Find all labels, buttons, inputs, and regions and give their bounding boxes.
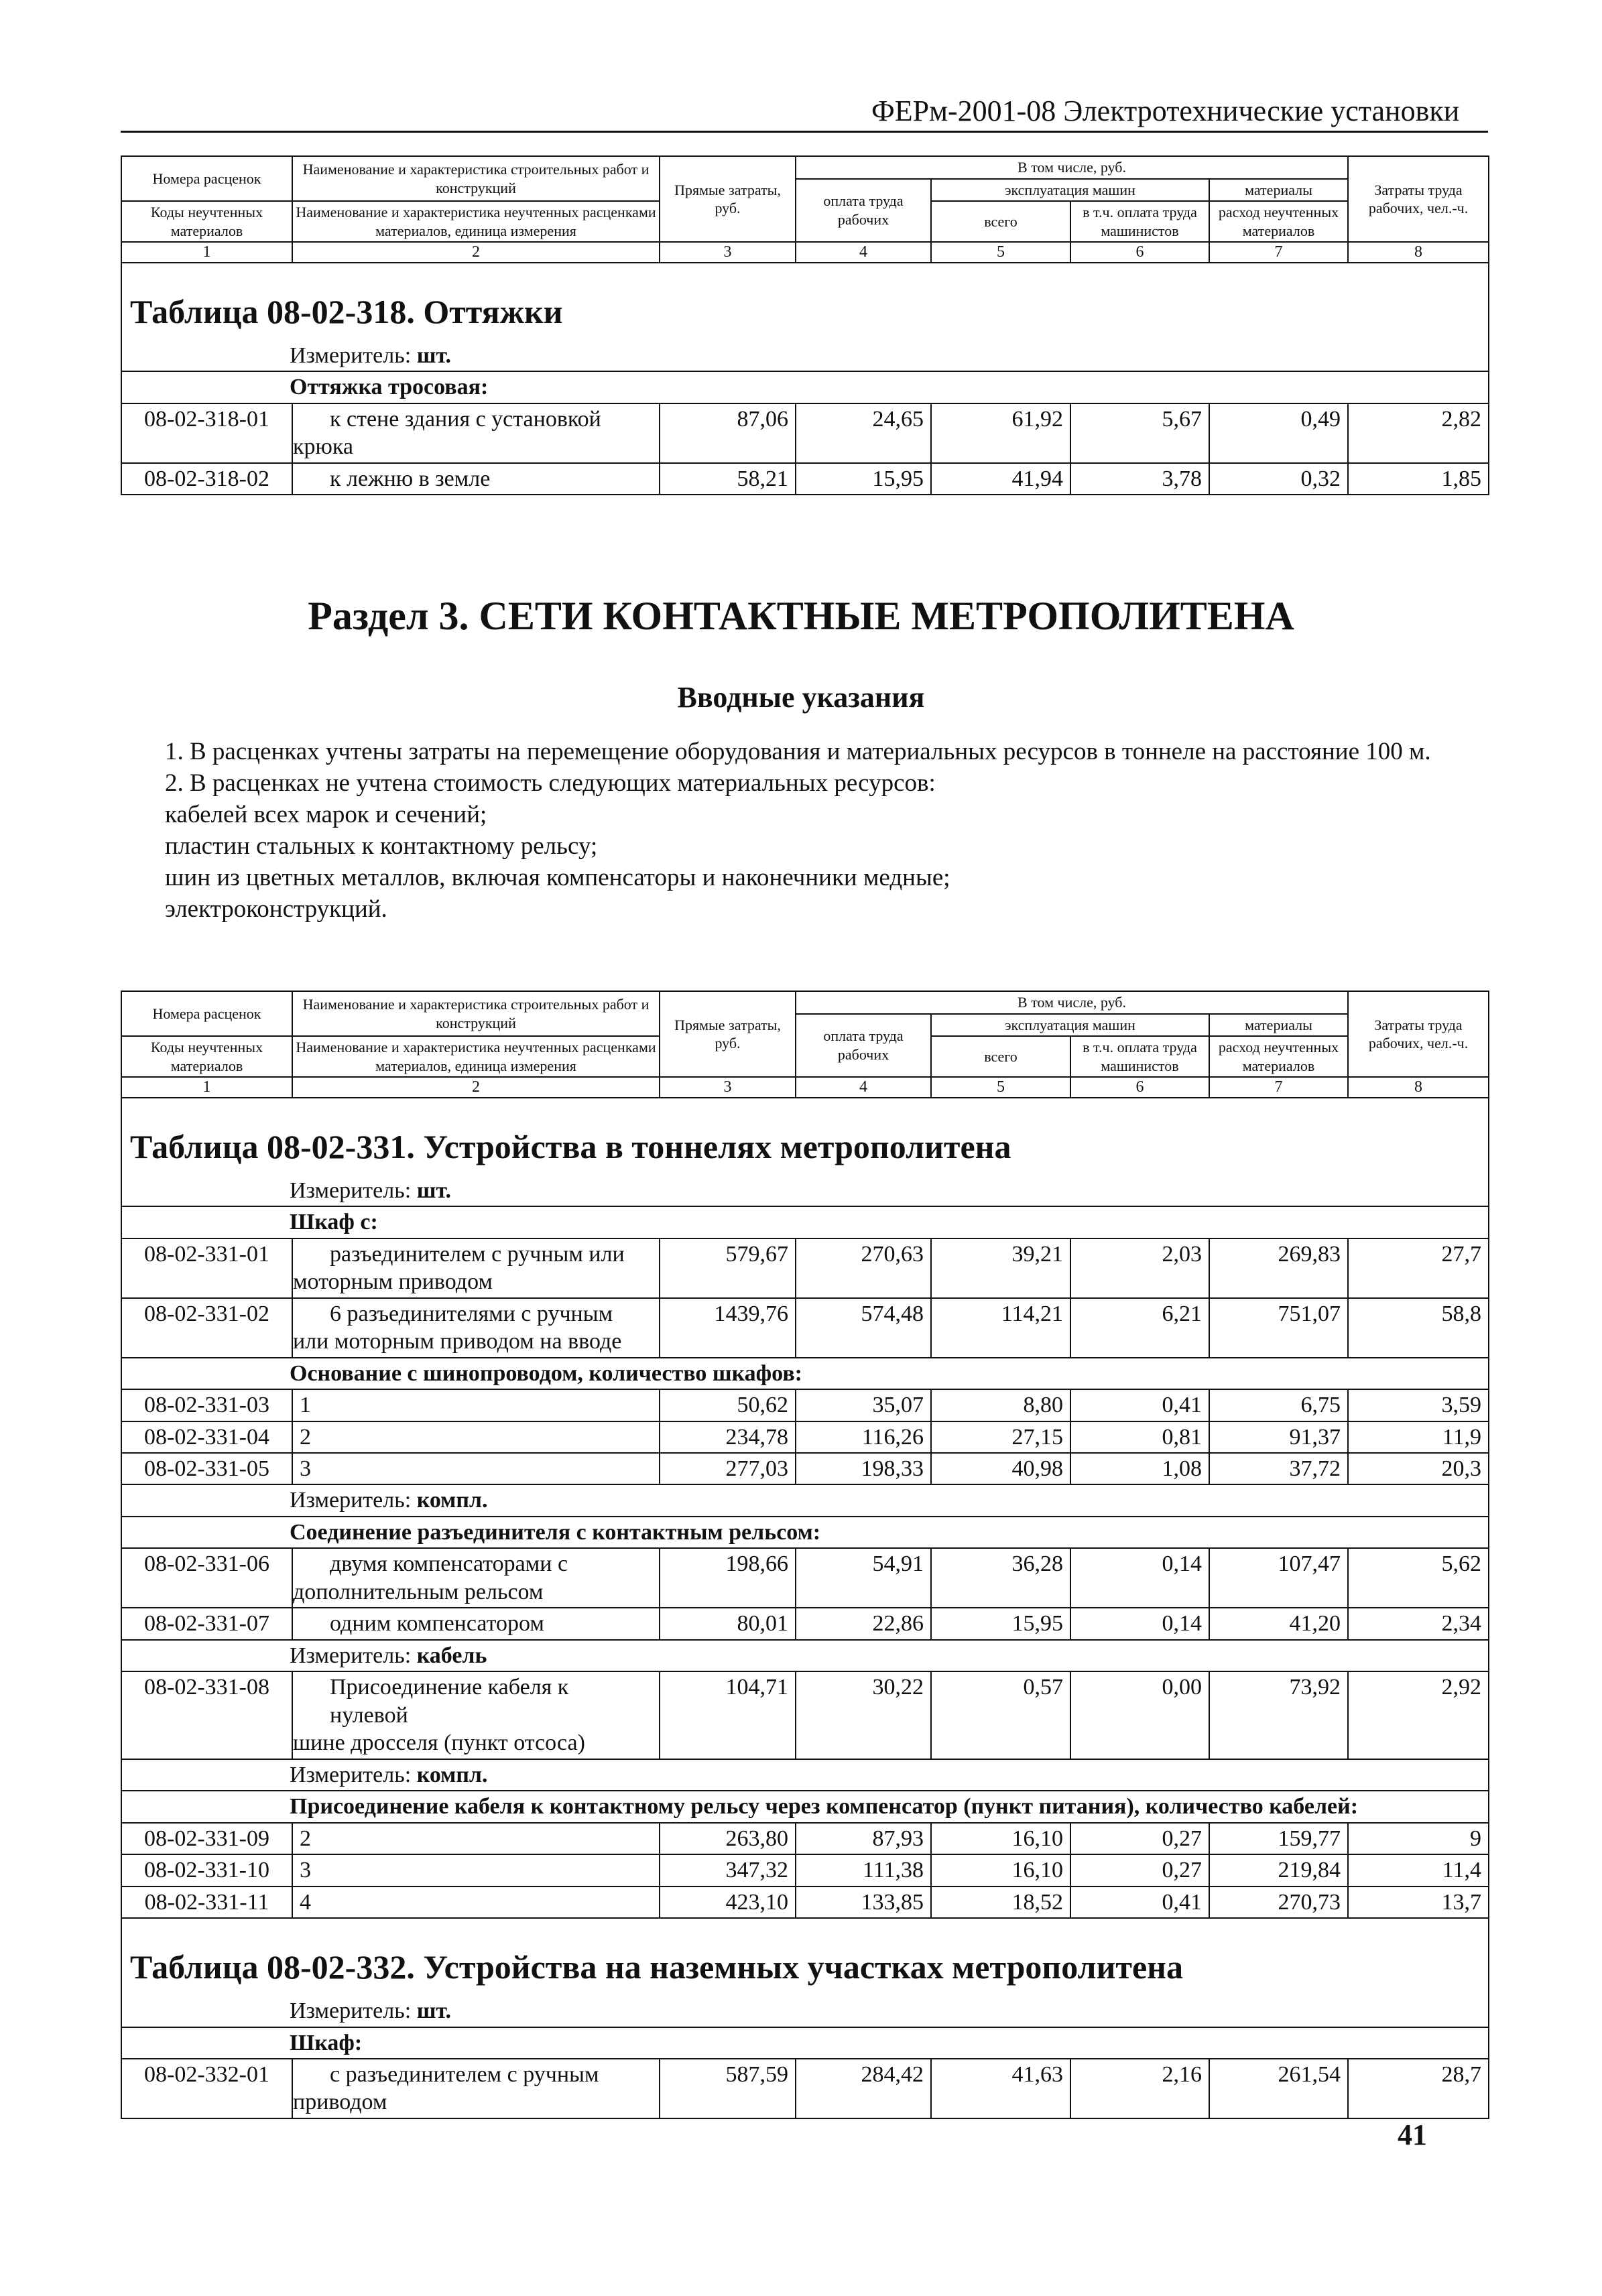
header-materialy: материалы <box>1209 1014 1348 1037</box>
value-pryamye: 104,71 <box>660 1671 796 1759</box>
table-title: Таблица 08-02-331. Устройства в тоннелях метрополитена <box>121 1098 1489 1175</box>
value-mashiny-vsego: 16,10 <box>931 1823 1070 1854</box>
section-title: Раздел 3. СЕТИ КОНТАКТНЫЕ МЕТРОПОЛИТЕНА <box>308 594 1294 638</box>
work-name-line: Присоединение кабеля к нулевой <box>330 1675 569 1728</box>
group-heading: Основание с шинопроводом, количество шкафов: <box>121 1358 1489 1389</box>
running-title: ФЕРм-2001-08 Электротехнические установки <box>871 94 1460 127</box>
table-row <box>121 1298 1489 1358</box>
table-title-row <box>121 1098 1489 1175</box>
work-name <box>292 1238 660 1298</box>
table-row <box>121 1421 1489 1453</box>
intro-heading: Вводные указания <box>677 681 925 714</box>
value-mashiny-vsego: 16,10 <box>931 1854 1070 1886</box>
value-mashinisty: 1,08 <box>1070 1453 1209 1484</box>
work-name-line: к лежню в земле <box>330 466 491 491</box>
rate-code: 08-02-318-01 <box>121 403 292 463</box>
value-mashiny-vsego: 39,21 <box>931 1238 1070 1298</box>
value-materialy: 219,84 <box>1209 1854 1348 1886</box>
header-row <box>121 991 1489 1014</box>
value-mashinisty: 0,14 <box>1070 1548 1209 1608</box>
value-pryamye: 579,67 <box>660 1238 796 1298</box>
value-materialy: 0,32 <box>1209 463 1348 495</box>
column-index: 7 <box>1209 1077 1348 1098</box>
value-zatraty: 5,62 <box>1348 1548 1489 1608</box>
group-row <box>121 1358 1489 1389</box>
rate-code: 08-02-331-05 <box>121 1453 292 1484</box>
value-zatraty: 20,3 <box>1348 1453 1489 1484</box>
header-oplata-rabochih: оплата труда рабочих <box>796 179 931 243</box>
value-materialy: 751,07 <box>1209 1298 1348 1358</box>
work-name <box>292 1453 660 1484</box>
rate-code: 08-02-331-10 <box>121 1854 292 1886</box>
measure-value: компл. <box>416 1762 488 1787</box>
work-name-line: шине дросселя (пункт отсоса) <box>293 1730 585 1756</box>
table-title: Таблица 08-02-332. Устройства на наземных участках метрополитена <box>121 1918 1489 1996</box>
group-heading: Оттяжка тросовая: <box>121 371 1489 403</box>
measure-value: шт. <box>416 1998 452 2024</box>
header-v-tch: в т.ч. оплата труда машинистов <box>1070 1036 1209 1077</box>
value-mashinisty: 2,16 <box>1070 2059 1209 2118</box>
column-index: 2 <box>292 242 660 263</box>
table-title-row <box>121 1918 1489 1996</box>
work-name <box>292 1854 660 1886</box>
header-pryamye: Прямые затраты, руб. <box>660 991 796 1077</box>
group-heading: Соединение разъединителя с контактным рельсом: <box>121 1517 1489 1548</box>
value-mashinisty: 5,67 <box>1070 403 1209 463</box>
value-pryamye: 263,80 <box>660 1823 796 1854</box>
work-name <box>292 1823 660 1854</box>
value-materialy: 0,49 <box>1209 403 1348 463</box>
work-name <box>292 403 660 463</box>
measure-row <box>121 340 1489 371</box>
value-oplata: 270,63 <box>796 1238 931 1298</box>
group-row <box>121 1517 1489 1548</box>
group-heading: Шкаф: <box>121 2027 1489 2059</box>
work-name-line: 2 <box>300 1826 311 1851</box>
value-zatraty: 28,7 <box>1348 2059 1489 2118</box>
header-rule <box>121 131 1488 133</box>
column-index: 3 <box>660 242 796 263</box>
work-name-line: разъединителем с ручным или <box>330 1241 625 1267</box>
value-pryamye: 50,62 <box>660 1389 796 1421</box>
column-index: 4 <box>796 1077 931 1098</box>
value-oplata: 15,95 <box>796 463 931 495</box>
intro-list-item: шин из цветных металлов, включая компенсаторы и наконечники медные; <box>165 864 950 891</box>
work-name-line: 3 <box>300 1456 311 1482</box>
value-zatraty: 58,8 <box>1348 1298 1489 1358</box>
work-name-line: моторным приводом <box>293 1269 493 1295</box>
work-name-line: дополнительным рельсом <box>293 1579 544 1604</box>
value-materialy: 107,47 <box>1209 1548 1348 1608</box>
header-vsego: всего <box>931 1036 1070 1077</box>
value-materialy: 37,72 <box>1209 1453 1348 1484</box>
group-heading: Шкаф с: <box>121 1206 1489 1238</box>
value-oplata: 22,86 <box>796 1608 931 1639</box>
work-name <box>292 1421 660 1453</box>
measure-row <box>121 1759 1489 1791</box>
value-oplata: 87,93 <box>796 1823 931 1854</box>
work-name-line: 3 <box>300 1858 311 1883</box>
measure-value: шт. <box>416 1177 452 1203</box>
header-kody: Коды неучтенных материалов <box>121 201 292 242</box>
rate-code: 08-02-331-11 <box>121 1887 292 1918</box>
table-row <box>121 1453 1489 1484</box>
value-oplata: 24,65 <box>796 403 931 463</box>
value-zatraty: 2,34 <box>1348 1608 1489 1639</box>
table-row <box>121 1548 1489 1608</box>
value-mashinisty: 2,03 <box>1070 1238 1209 1298</box>
work-name-line: 4 <box>300 1889 311 1915</box>
value-mashinisty: 0,41 <box>1070 1887 1209 1918</box>
rate-code: 08-02-331-03 <box>121 1389 292 1421</box>
measure-label: Измеритель: <box>290 1488 417 1513</box>
value-pryamye: 58,21 <box>660 463 796 495</box>
measure-label: Измеритель: <box>290 342 417 368</box>
measure-label: Измеритель: <box>290 1762 417 1787</box>
value-mashiny-vsego: 61,92 <box>931 403 1070 463</box>
value-zatraty: 3,59 <box>1348 1389 1489 1421</box>
value-zatraty: 27,7 <box>1348 1238 1489 1298</box>
work-name-line: 2 <box>300 1424 311 1450</box>
measure-unit <box>121 1759 1489 1791</box>
measure-row <box>121 1996 1489 2027</box>
header-ekspluataciya: эксплуатация машин <box>931 1014 1209 1037</box>
work-name <box>292 463 660 495</box>
value-oplata: 574,48 <box>796 1298 931 1358</box>
column-index: 1 <box>121 242 292 263</box>
rates-table-318 <box>121 155 1489 495</box>
header-zatraty: Затраты труда рабочих, чел.-ч. <box>1348 156 1489 242</box>
value-mashiny-vsego: 15,95 <box>931 1608 1070 1639</box>
column-index: 4 <box>796 242 931 263</box>
value-zatraty: 2,92 <box>1348 1671 1489 1759</box>
header-rashod: расход неучтенных материалов <box>1209 1036 1348 1077</box>
value-oplata: 30,22 <box>796 1671 931 1759</box>
header-ekspluataciya: эксплуатация машин <box>931 179 1209 202</box>
header-nomera: Номера расценок <box>121 991 292 1036</box>
value-mashinisty: 3,78 <box>1070 463 1209 495</box>
value-mashiny-vsego: 8,80 <box>931 1389 1070 1421</box>
group-row <box>121 2027 1489 2059</box>
rate-code: 08-02-332-01 <box>121 2059 292 2118</box>
value-mashiny-vsego: 41,94 <box>931 463 1070 495</box>
work-name-line: или моторным приводом на вводе <box>293 1329 622 1354</box>
value-oplata: 198,33 <box>796 1453 931 1484</box>
header-v-tom-chisle: В том числе, руб. <box>796 156 1348 179</box>
table-row <box>121 403 1489 463</box>
value-materialy: 269,83 <box>1209 1238 1348 1298</box>
rate-code: 08-02-331-09 <box>121 1823 292 1854</box>
table1-body <box>121 156 1489 495</box>
rate-code: 08-02-331-06 <box>121 1548 292 1608</box>
table2-body <box>121 991 1489 2118</box>
value-mashinisty: 0,27 <box>1070 1823 1209 1854</box>
group-row <box>121 371 1489 403</box>
value-pryamye: 277,03 <box>660 1453 796 1484</box>
page-number: 41 <box>1398 2118 1427 2151</box>
intro-list-item: электроконструкций. <box>165 895 387 923</box>
measure-unit <box>121 1996 1489 2027</box>
measure-value: кабель <box>416 1643 487 1668</box>
table-row <box>121 1887 1489 1918</box>
value-materialy: 91,37 <box>1209 1421 1348 1453</box>
work-name <box>292 1887 660 1918</box>
value-mashiny-vsego: 36,28 <box>931 1548 1070 1608</box>
table-row <box>121 1823 1489 1854</box>
header-vsego: всего <box>931 201 1070 242</box>
intro-paragraph-2: 2. В расценках не учтена стоимость следующих материальных ресурсов: <box>165 769 936 797</box>
value-materialy: 6,75 <box>1209 1389 1348 1421</box>
value-materialy: 270,73 <box>1209 1887 1348 1918</box>
table-row <box>121 1389 1489 1421</box>
value-pryamye: 347,32 <box>660 1854 796 1886</box>
value-oplata: 133,85 <box>796 1887 931 1918</box>
work-name <box>292 1389 660 1421</box>
header-naim-neuchtennyh: Наименование и характеристика неучтенных расценками материалов, единица измерения <box>292 201 660 242</box>
value-mashinisty: 0,81 <box>1070 1421 1209 1453</box>
column-index: 5 <box>931 1077 1070 1098</box>
value-materialy: 261,54 <box>1209 2059 1348 2118</box>
value-mashiny-vsego: 18,52 <box>931 1887 1070 1918</box>
value-mashiny-vsego: 41,63 <box>931 2059 1070 2118</box>
value-zatraty: 11,4 <box>1348 1854 1489 1886</box>
column-index: 8 <box>1348 1077 1489 1098</box>
column-index: 6 <box>1070 1077 1209 1098</box>
value-pryamye: 87,06 <box>660 403 796 463</box>
work-name-line: к стене здания с установкой <box>330 406 601 432</box>
rate-code: 08-02-318-02 <box>121 463 292 495</box>
value-mashinisty: 0,00 <box>1070 1671 1209 1759</box>
column-index-row <box>121 242 1489 263</box>
header-zatraty: Затраты труда рабочих, чел.-ч. <box>1348 991 1489 1077</box>
work-name <box>292 2059 660 2118</box>
group-row <box>121 1791 1489 1822</box>
value-mashiny-vsego: 40,98 <box>931 1453 1070 1484</box>
header-nomera: Номера расценок <box>121 156 292 201</box>
header-kody: Коды неучтенных материалов <box>121 1036 292 1077</box>
measure-unit <box>121 340 1489 371</box>
header-naimenovanie: Наименование и характеристика строительных работ и конструкций <box>292 156 660 201</box>
work-name-line: с разъединителем с ручным <box>330 2061 599 2087</box>
intro-list-item: пластин стальных к контактному рельсу; <box>165 832 598 860</box>
value-pryamye: 234,78 <box>660 1421 796 1453</box>
value-mashinisty: 0,14 <box>1070 1608 1209 1639</box>
measure-value: шт. <box>416 342 452 368</box>
rates-table-331-332 <box>121 991 1489 2119</box>
rate-code: 08-02-331-01 <box>121 1238 292 1298</box>
value-oplata: 284,42 <box>796 2059 931 2118</box>
table-title-row <box>121 263 1489 340</box>
rate-code: 08-02-331-07 <box>121 1608 292 1639</box>
column-index: 6 <box>1070 242 1209 263</box>
table-row <box>121 1608 1489 1639</box>
column-index: 2 <box>292 1077 660 1098</box>
work-name-line: 6 разъединителями с ручным <box>330 1301 613 1326</box>
column-index-row <box>121 1077 1489 1098</box>
work-name <box>292 1298 660 1358</box>
column-index: 5 <box>931 242 1070 263</box>
value-mashiny-vsego: 27,15 <box>931 1421 1070 1453</box>
group-row <box>121 1206 1489 1238</box>
table-row <box>121 2059 1489 2118</box>
rate-code: 08-02-331-08 <box>121 1671 292 1759</box>
group-heading: Присоединение кабеля к контактному рельсу через компенсатор (пункт питания), количество кабелей: <box>121 1791 1489 1822</box>
measure-unit <box>121 1175 1489 1206</box>
value-pryamye: 198,66 <box>660 1548 796 1608</box>
table-row <box>121 1671 1489 1759</box>
intro-text <box>121 736 1448 925</box>
value-zatraty: 9 <box>1348 1823 1489 1854</box>
work-name-line: приводом <box>293 2090 387 2115</box>
value-zatraty: 1,85 <box>1348 463 1489 495</box>
header-v-tom-chisle: В том числе, руб. <box>796 991 1348 1014</box>
table-row <box>121 463 1489 495</box>
value-pryamye: 587,59 <box>660 2059 796 2118</box>
work-name <box>292 1548 660 1608</box>
measure-row <box>121 1484 1489 1516</box>
measure-label: Измеритель: <box>290 1177 417 1203</box>
value-mashinisty: 6,21 <box>1070 1298 1209 1358</box>
value-oplata: 35,07 <box>796 1389 931 1421</box>
measure-unit <box>121 1640 1489 1671</box>
value-zatraty: 11,9 <box>1348 1421 1489 1453</box>
value-materialy: 41,20 <box>1209 1608 1348 1639</box>
header-oplata-rabochih: оплата труда рабочих <box>796 1014 931 1078</box>
intro-list-item: кабелей всех марок и сечений; <box>165 801 487 828</box>
column-index: 1 <box>121 1077 292 1098</box>
work-name-line: одним компенсатором <box>330 1611 544 1637</box>
intro-paragraph-1: 1. В расценках учтены затраты на перемещение оборудования и материальных ресурсов в тоннеле на расстояние 100 м. <box>165 738 1431 765</box>
value-pryamye: 1439,76 <box>660 1298 796 1358</box>
work-name <box>292 1671 660 1759</box>
rate-code: 08-02-331-04 <box>121 1421 292 1453</box>
value-mashiny-vsego: 0,57 <box>931 1671 1070 1759</box>
measure-label: Измеритель: <box>290 1998 417 2024</box>
header-materialy: материалы <box>1209 179 1348 202</box>
work-name-line: крюка <box>293 434 354 460</box>
header-pryamye: Прямые затраты, руб. <box>660 156 796 242</box>
measure-unit <box>121 1484 1489 1516</box>
measure-value: компл. <box>416 1488 488 1513</box>
header-v-tch: в т.ч. оплата труда машинистов <box>1070 201 1209 242</box>
value-mashinisty: 0,27 <box>1070 1854 1209 1886</box>
measure-row <box>121 1175 1489 1206</box>
column-index: 7 <box>1209 242 1348 263</box>
header-naimenovanie: Наименование и характеристика строительных работ и конструкций <box>292 991 660 1036</box>
value-mashinisty: 0,41 <box>1070 1389 1209 1421</box>
value-pryamye: 80,01 <box>660 1608 796 1639</box>
work-name-line: двумя компенсаторами с <box>330 1551 568 1577</box>
value-materialy: 159,77 <box>1209 1823 1348 1854</box>
work-name-line: 1 <box>300 1393 311 1418</box>
table-title: Таблица 08-02-318. Оттяжки <box>121 263 1489 340</box>
work-name <box>292 1608 660 1639</box>
header-row <box>121 156 1489 179</box>
value-zatraty: 13,7 <box>1348 1887 1489 1918</box>
header-rashod: расход неучтенных материалов <box>1209 201 1348 242</box>
value-pryamye: 423,10 <box>660 1887 796 1918</box>
rate-code: 08-02-331-02 <box>121 1298 292 1358</box>
value-oplata: 54,91 <box>796 1548 931 1608</box>
value-materialy: 73,92 <box>1209 1671 1348 1759</box>
column-index: 8 <box>1348 242 1489 263</box>
measure-label: Измеритель: <box>290 1643 417 1668</box>
column-index: 3 <box>660 1077 796 1098</box>
value-oplata: 111,38 <box>796 1854 931 1886</box>
value-zatraty: 2,82 <box>1348 403 1489 463</box>
value-oplata: 116,26 <box>796 1421 931 1453</box>
header-naim-neuchtennyh: Наименование и характеристика неучтенных расценками материалов, единица измерения <box>292 1036 660 1077</box>
table-row <box>121 1854 1489 1886</box>
table-row <box>121 1238 1489 1298</box>
value-mashiny-vsego: 114,21 <box>931 1298 1070 1358</box>
measure-row <box>121 1640 1489 1671</box>
